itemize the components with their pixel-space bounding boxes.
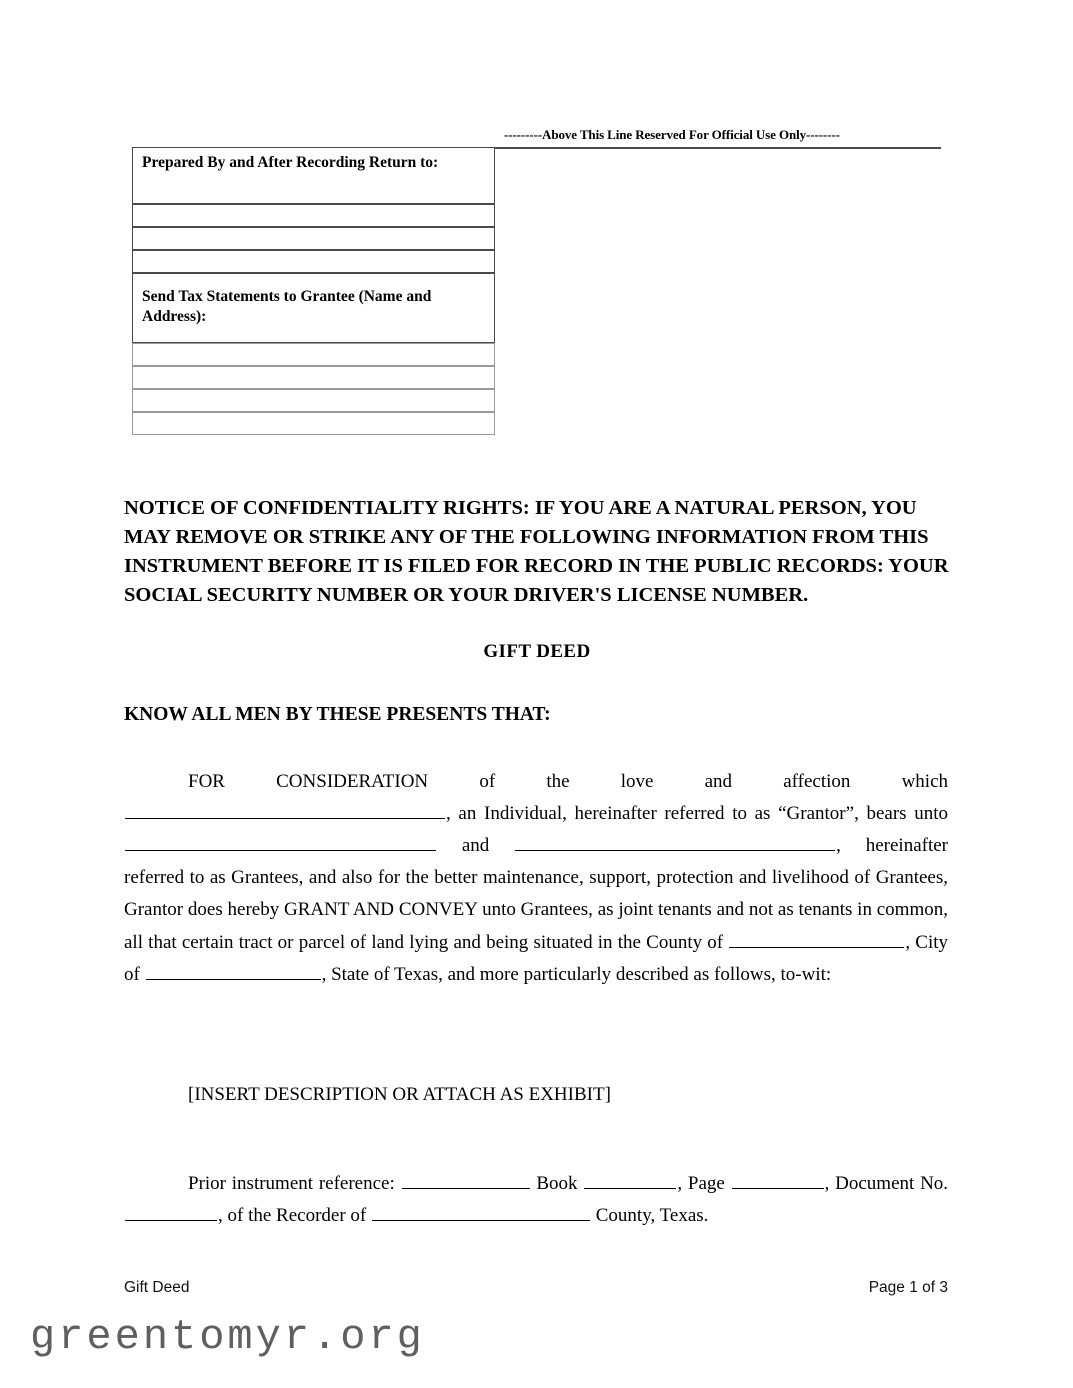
granting-text-seg1: FOR CONSIDERATION of the love and affection which bbox=[188, 771, 948, 792]
prior-instrument-paragraph bbox=[124, 1168, 948, 1232]
sendtax-blank-2 bbox=[132, 366, 495, 389]
footer-document-name: Gift Deed bbox=[124, 1279, 190, 1296]
table-row bbox=[132, 147, 941, 204]
granting-text-seg2: , an Individual, hereinafter referred to as “Grantor”, bears unto bbox=[446, 803, 948, 825]
sendtax-blank-3 bbox=[132, 389, 495, 412]
recorder-county-blank[interactable] bbox=[372, 1202, 590, 1221]
grantee-one-blank[interactable] bbox=[125, 832, 436, 851]
prepared-by-label: Prepared By and After Recording Return to: bbox=[132, 147, 495, 204]
grantee-two-blank[interactable] bbox=[515, 832, 835, 851]
grantor-name-blank[interactable] bbox=[125, 800, 445, 819]
county-texas-label: County, Texas. bbox=[595, 1205, 709, 1227]
address-blank-line[interactable] bbox=[132, 204, 495, 227]
address-blank-line[interactable] bbox=[132, 366, 495, 389]
site-watermark: greentomyr.org bbox=[30, 1313, 425, 1361]
page-title: GIFT DEED bbox=[483, 641, 591, 662]
address-blank-line[interactable] bbox=[132, 343, 495, 366]
prepared-blank-2 bbox=[132, 227, 495, 250]
address-blank-line[interactable] bbox=[132, 412, 495, 435]
page-blank[interactable] bbox=[732, 1170, 824, 1189]
book-blank[interactable] bbox=[584, 1170, 676, 1189]
sendtax-blank-1 bbox=[132, 343, 495, 366]
document-no-label: , Document No. bbox=[824, 1173, 949, 1194]
official-use-column bbox=[495, 127, 941, 435]
granting-text-seg6: , State of Texas, and more particularly described as follows, to-wit: bbox=[321, 963, 832, 985]
granting-paragraph bbox=[124, 766, 948, 991]
official-use-note: ---------Above This Line Reserved For Official Use Only-------- bbox=[504, 127, 840, 142]
page-label: , Page bbox=[677, 1173, 725, 1194]
address-blank-line[interactable] bbox=[132, 389, 495, 412]
prior-ref-label: Prior instrument reference: bbox=[188, 1173, 395, 1194]
sendtax-blank-4 bbox=[132, 412, 495, 435]
recording-address-table bbox=[132, 127, 941, 435]
book-label: Book bbox=[536, 1173, 578, 1194]
official-use-cell bbox=[495, 127, 941, 149]
address-blank-line[interactable] bbox=[132, 250, 495, 273]
footer-page-number: Page 1 of 3 bbox=[868, 1279, 948, 1296]
recorder-label: , of the Recorder of bbox=[218, 1205, 367, 1227]
address-blank-line[interactable] bbox=[132, 227, 495, 250]
prior-instrument-blank[interactable] bbox=[402, 1170, 530, 1189]
page-footer bbox=[124, 1279, 948, 1297]
prepared-by-cell-wrapper bbox=[132, 147, 495, 204]
insert-description-placeholder: [INSERT DESCRIPTION OR ATTACH AS EXHIBIT] bbox=[188, 1084, 611, 1105]
know-all-men-heading: KNOW ALL MEN BY THESE PRESENTS THAT: bbox=[124, 704, 551, 725]
document-no-blank[interactable] bbox=[125, 1202, 217, 1221]
city-blank[interactable] bbox=[146, 961, 321, 980]
prepared-blank-3 bbox=[132, 250, 495, 273]
county-blank[interactable] bbox=[729, 929, 904, 948]
granting-text-seg4: , hereinafter referred to as Grantees, and also for the better maintenance, support, protection and livelihood of Grantees, Grantor does hereby GRANT AND CONVEY unto Grantees, as joint tenants and not as tenants in common, all that certain tract or parcel of land lying and being situated in the County of bbox=[124, 835, 948, 953]
granting-text-seg3: and bbox=[461, 835, 490, 857]
prepared-blank-1 bbox=[132, 204, 495, 227]
confidentiality-notice: NOTICE OF CONFIDENTIALITY RIGHTS: IF YOU ARE A NATURAL PERSON, YOU MAY REMOVE OR STRIKE ANY OF THE FOLLOWING INFORMATION FROM THIS INSTRUMENT BEFORE IT IS FILED FOR RECORD IN THE PUBLIC RECORDS: YOUR SOCIAL SECURITY NUMBER OR YOUR DRIVER'S LICENSE NUMBER. bbox=[124, 497, 949, 607]
granting-text-seg5: , City of bbox=[124, 931, 948, 985]
send-tax-cell-wrapper bbox=[132, 273, 495, 343]
send-tax-statements-label: Send Tax Statements to Grantee (Name and Address): bbox=[132, 273, 495, 343]
